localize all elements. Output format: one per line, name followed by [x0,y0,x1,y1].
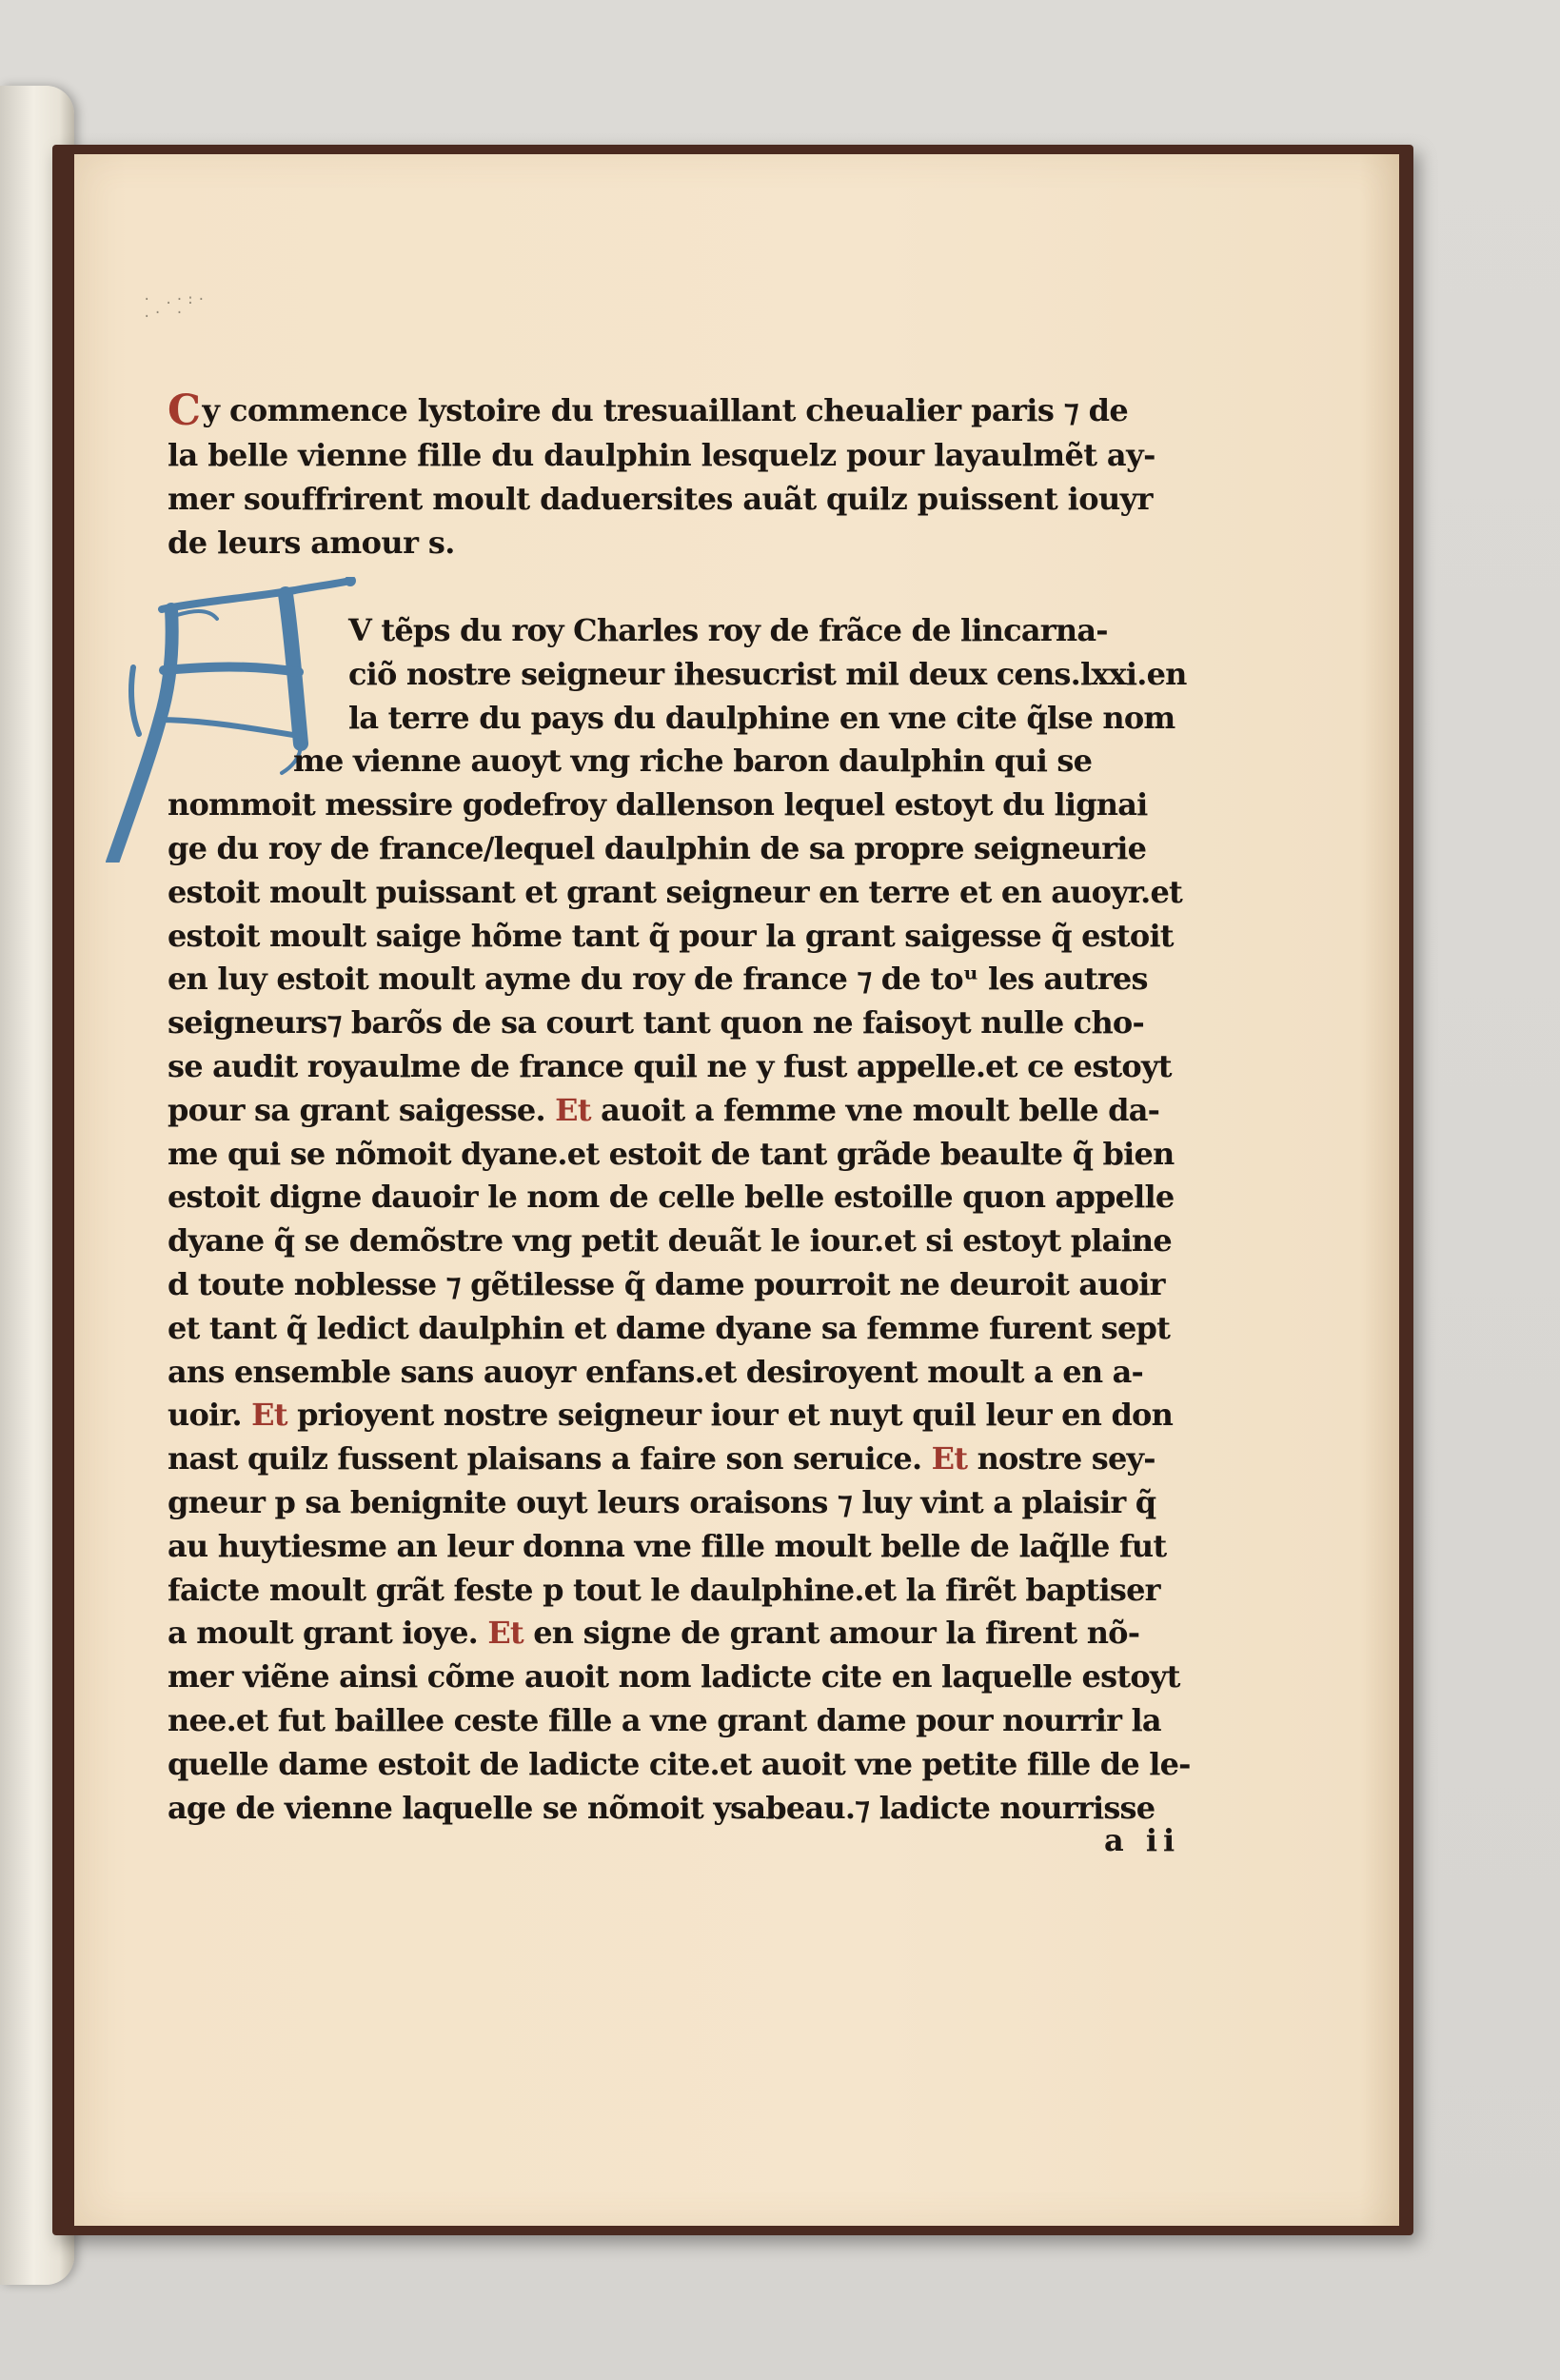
body-line: nommoit messire godefroy dallenson lequel estoyt du lignai [168,786,1148,823]
body-line: nee.et fut baillee ceste fille a vne grant dame pour nourrir la [168,1701,1161,1738]
heading-paragraph [168,388,1176,565]
body-line: ge du roy de france/lequel daulphin de sa propre seigneurie [168,829,1147,866]
body-line: estoit moult puissant et grant seigneur en terre et en auoyr.et [168,873,1183,910]
body-line: gneur p sa benignite ouyt leurs oraisons ⁊ luy vint a plaisir q̃ [168,1483,1156,1520]
heading-line: mer souffrirent moult daduersites auãt quilz puissent iouyr [168,481,1153,517]
signature-mark: a ii [1104,1822,1181,1858]
body-line: estoit digne dauoir le nom de celle belle estoille quon appelle [168,1179,1175,1216]
ink-smudge: · .·:· .· · [143,292,208,321]
heading-initial: C [168,387,201,435]
body-line: faicte moult grãt feste p tout le daulphine.et la firẽt baptiser [168,1571,1160,1608]
body-line: uoir. Et prioyent nostre seigneur iour et nuyt quil leur en don [168,1397,1174,1434]
body-line: d toute noblesse ⁊ gẽtilesse q̃ dame pourroit ne deuroit auoir [168,1265,1165,1302]
heading-line: Cy commence lystoire du tresuaillant cheualier paris ⁊ de [168,387,1129,435]
body-line: pour sa grant saigesse. Et auoit a femme vne moult belle da- [168,1091,1160,1128]
body-line: a moult grant ioye. Et en signe de grant amour la firent nõ- [168,1615,1140,1652]
body-line: en luy estoit moult ayme du roy de france ⁊ de toᵘ les autres [168,961,1148,998]
body-line: V tẽps du roy Charles roy de frãce de lincarna- [348,612,1108,648]
body-line: seigneurs⁊ barõs de sa court tant quon ne faisoyt nulle cho- [168,1004,1144,1041]
heading-line: la belle vienne fille du daulphin lesquelz pour layaulmẽt ay- [168,437,1155,473]
heading-line: de leurs amour s. [168,525,455,561]
body-line: et tant q̃ ledict daulphin et dame dyane sa femme furent sept [168,1309,1171,1346]
body-line: estoit moult saige hõme tant q̃ pour la grant saigesse q̃ estoit [168,917,1174,954]
body-line: nast quilz fussent plaisans a faire son seruice. Et nostre sey- [168,1440,1155,1478]
body-paragraph [168,609,1191,1830]
body-line: la terre du pays du daulphine en vne cite q̃lse nom [348,699,1175,736]
body-line: dyane q̃ se demõstre vng petit deuãt le iour.et si estoyt plaine [168,1222,1172,1259]
body-line: ciõ nostre seigneur ihesucrist mil deux cens.lxxi.en [348,655,1187,692]
body-line: mer viẽne ainsi cõme auoit nom ladicte cite en laquelle estoyt [168,1658,1180,1696]
body-line: quelle dame estoit de ladicte cite.et auoit vne petite fille de le- [168,1745,1191,1782]
body-line: au huytiesme an leur donna vne fille moult belle de laq̃lle fut [168,1527,1167,1564]
body-line: ans ensemble sans auoyr enfans.et desiroyent moult a en a- [168,1353,1144,1390]
body-line: se audit royaulme de france quil ne y fust appelle.et ce estoyt [168,1047,1172,1084]
body-line: me vienne auoyt vng riche baron daulphin qui se [293,743,1093,780]
body-line: age de vienne laquelle se nõmoit ysabeau.⁊ ladicte nourrisse [168,1789,1155,1826]
body-line: me qui se nõmoit dyane.et estoit de tant grãde beaulte q̃ bien [168,1135,1175,1172]
